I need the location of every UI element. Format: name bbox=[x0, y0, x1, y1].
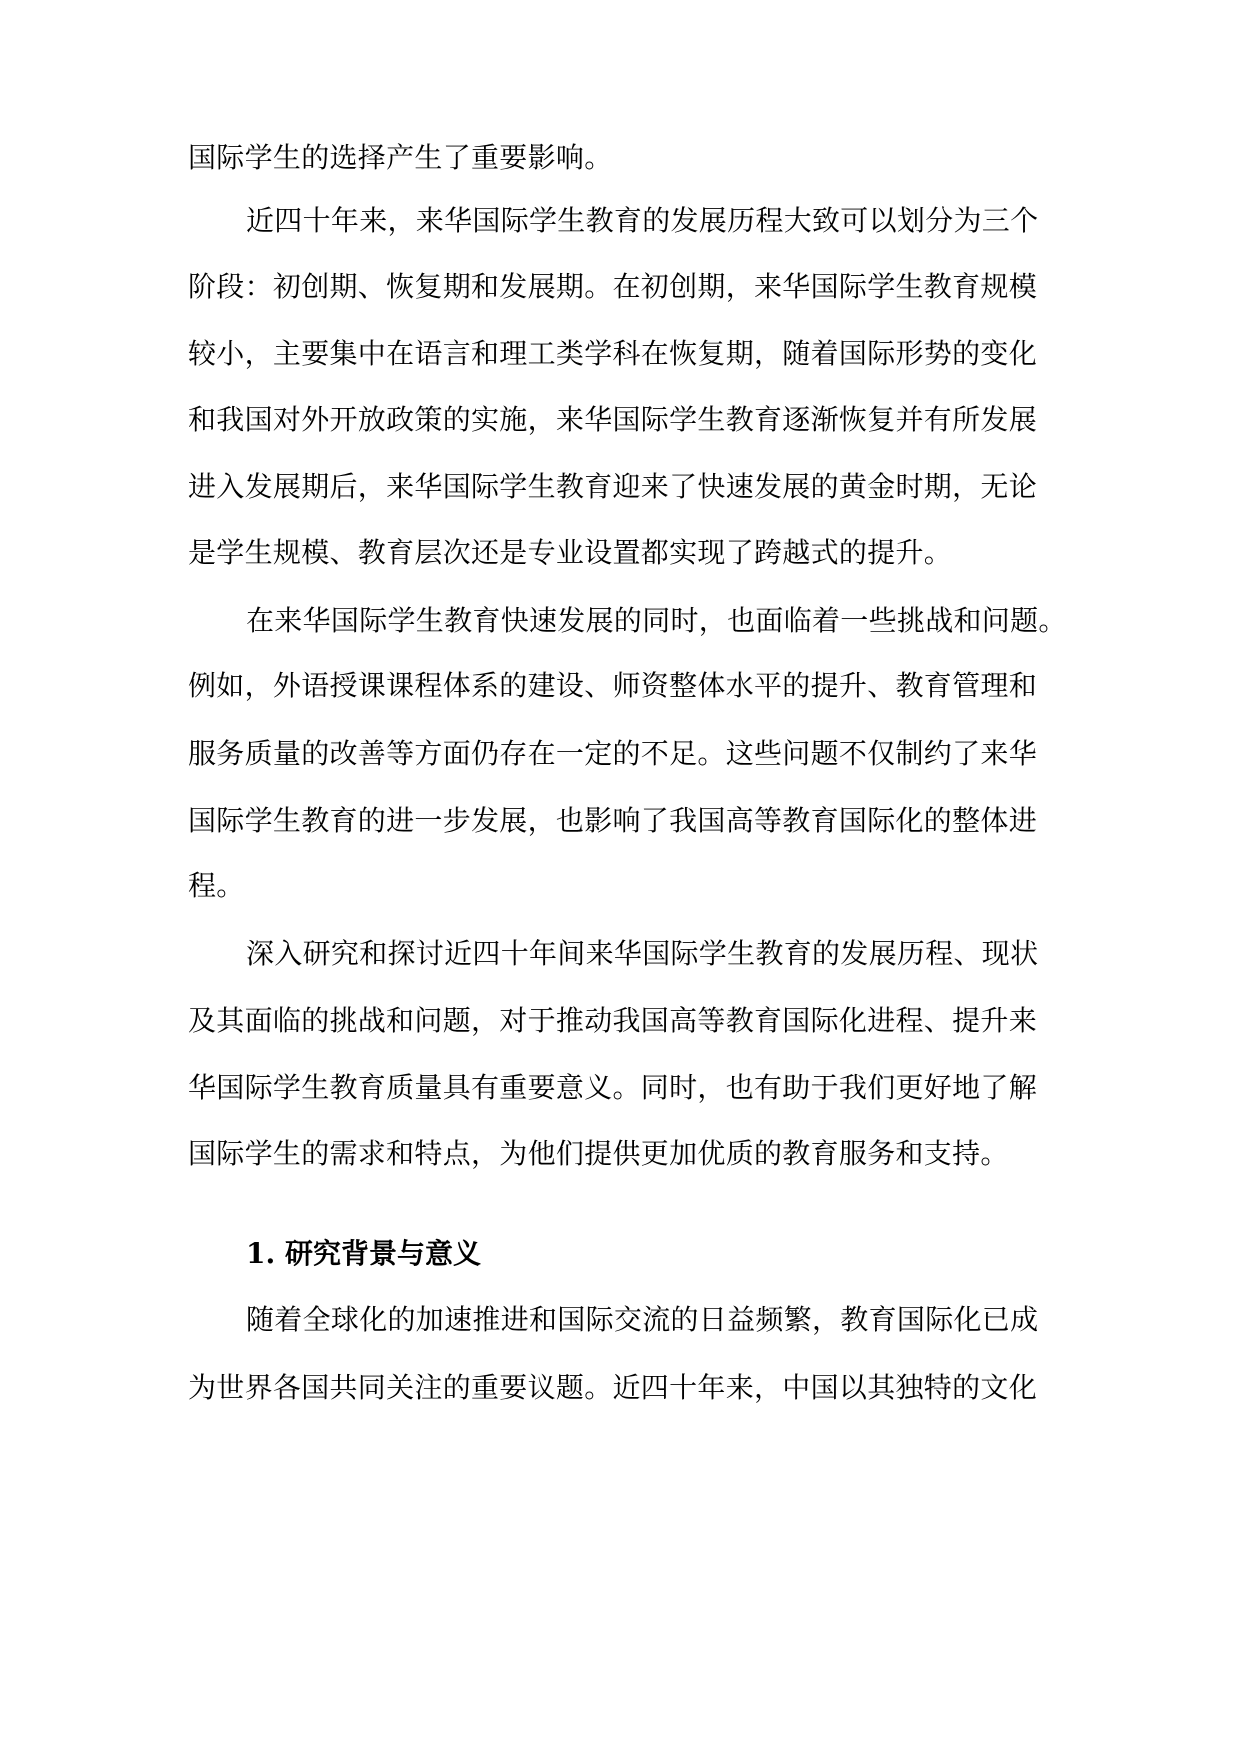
paragraph-3-line-2: 例如，外语授课课程体系的建设、师资整体水平的提升、教育管理和 bbox=[188, 669, 1038, 702]
paragraph-2-line-4: 和我国对外开放政策的实施，来华国际学生教育逐渐恢复并有所发展 bbox=[188, 403, 1038, 436]
paragraph-4-line-1: 深入研究和探讨近四十年间来华国际学生教育的发展历程、现状 bbox=[246, 937, 1039, 970]
paragraph-4-line-4: 国际学生的需求和特点，为他们提供更加优质的教育服务和支持。 bbox=[188, 1137, 1009, 1170]
paragraph-2-line-5: 进入发展期后，来华国际学生教育迎来了快速发展的黄金时期，无论 bbox=[188, 470, 1038, 503]
paragraph-2-line-2: 阶段：初创期、恢复期和发展期。在初创期，来华国际学生教育规模 bbox=[188, 270, 1038, 303]
section-paragraph-line-2: 为世界各国共同关注的重要议题。近四十年来，中国以其独特的文化 bbox=[188, 1371, 1038, 1404]
paragraph-2-line-1: 近四十年来，来华国际学生教育的发展历程大致可以划分为三个 bbox=[246, 204, 1039, 237]
paragraph-3-line-1: 在来华国际学生教育快速发展的同时，也面临着一些挑战和问题。 bbox=[246, 604, 1067, 637]
paragraph-1-line-1: 国际学生的选择产生了重要影响。 bbox=[188, 141, 613, 174]
paragraph-2-line-6: 是学生规模、教育层次还是专业设置都实现了跨越式的提升。 bbox=[188, 536, 953, 569]
paragraph-3-line-4: 国际学生教育的进一步发展，也影响了我国高等教育国际化的整体进 bbox=[188, 804, 1038, 837]
paragraph-3-line-3: 服务质量的改善等方面仍存在一定的不足。这些问题不仅制约了来华 bbox=[188, 737, 1038, 770]
section-paragraph-line-1: 随着全球化的加速推进和国际交流的日益频繁，教育国际化已成 bbox=[246, 1303, 1039, 1336]
paragraph-2-line-3: 较小，主要集中在语言和理工类学科在恢复期，随着国际形势的变化 bbox=[188, 337, 1038, 370]
paragraph-4-line-2: 及其面临的挑战和问题，对于推动我国高等教育国际化进程、提升来 bbox=[188, 1004, 1038, 1037]
paragraph-4-line-3: 华国际学生教育质量具有重要意义。同时，也有助于我们更好地了解 bbox=[188, 1071, 1038, 1104]
section-heading: 1. 研究背景与意义 bbox=[246, 1237, 481, 1270]
paragraph-3-line-5: 程。 bbox=[188, 869, 245, 902]
